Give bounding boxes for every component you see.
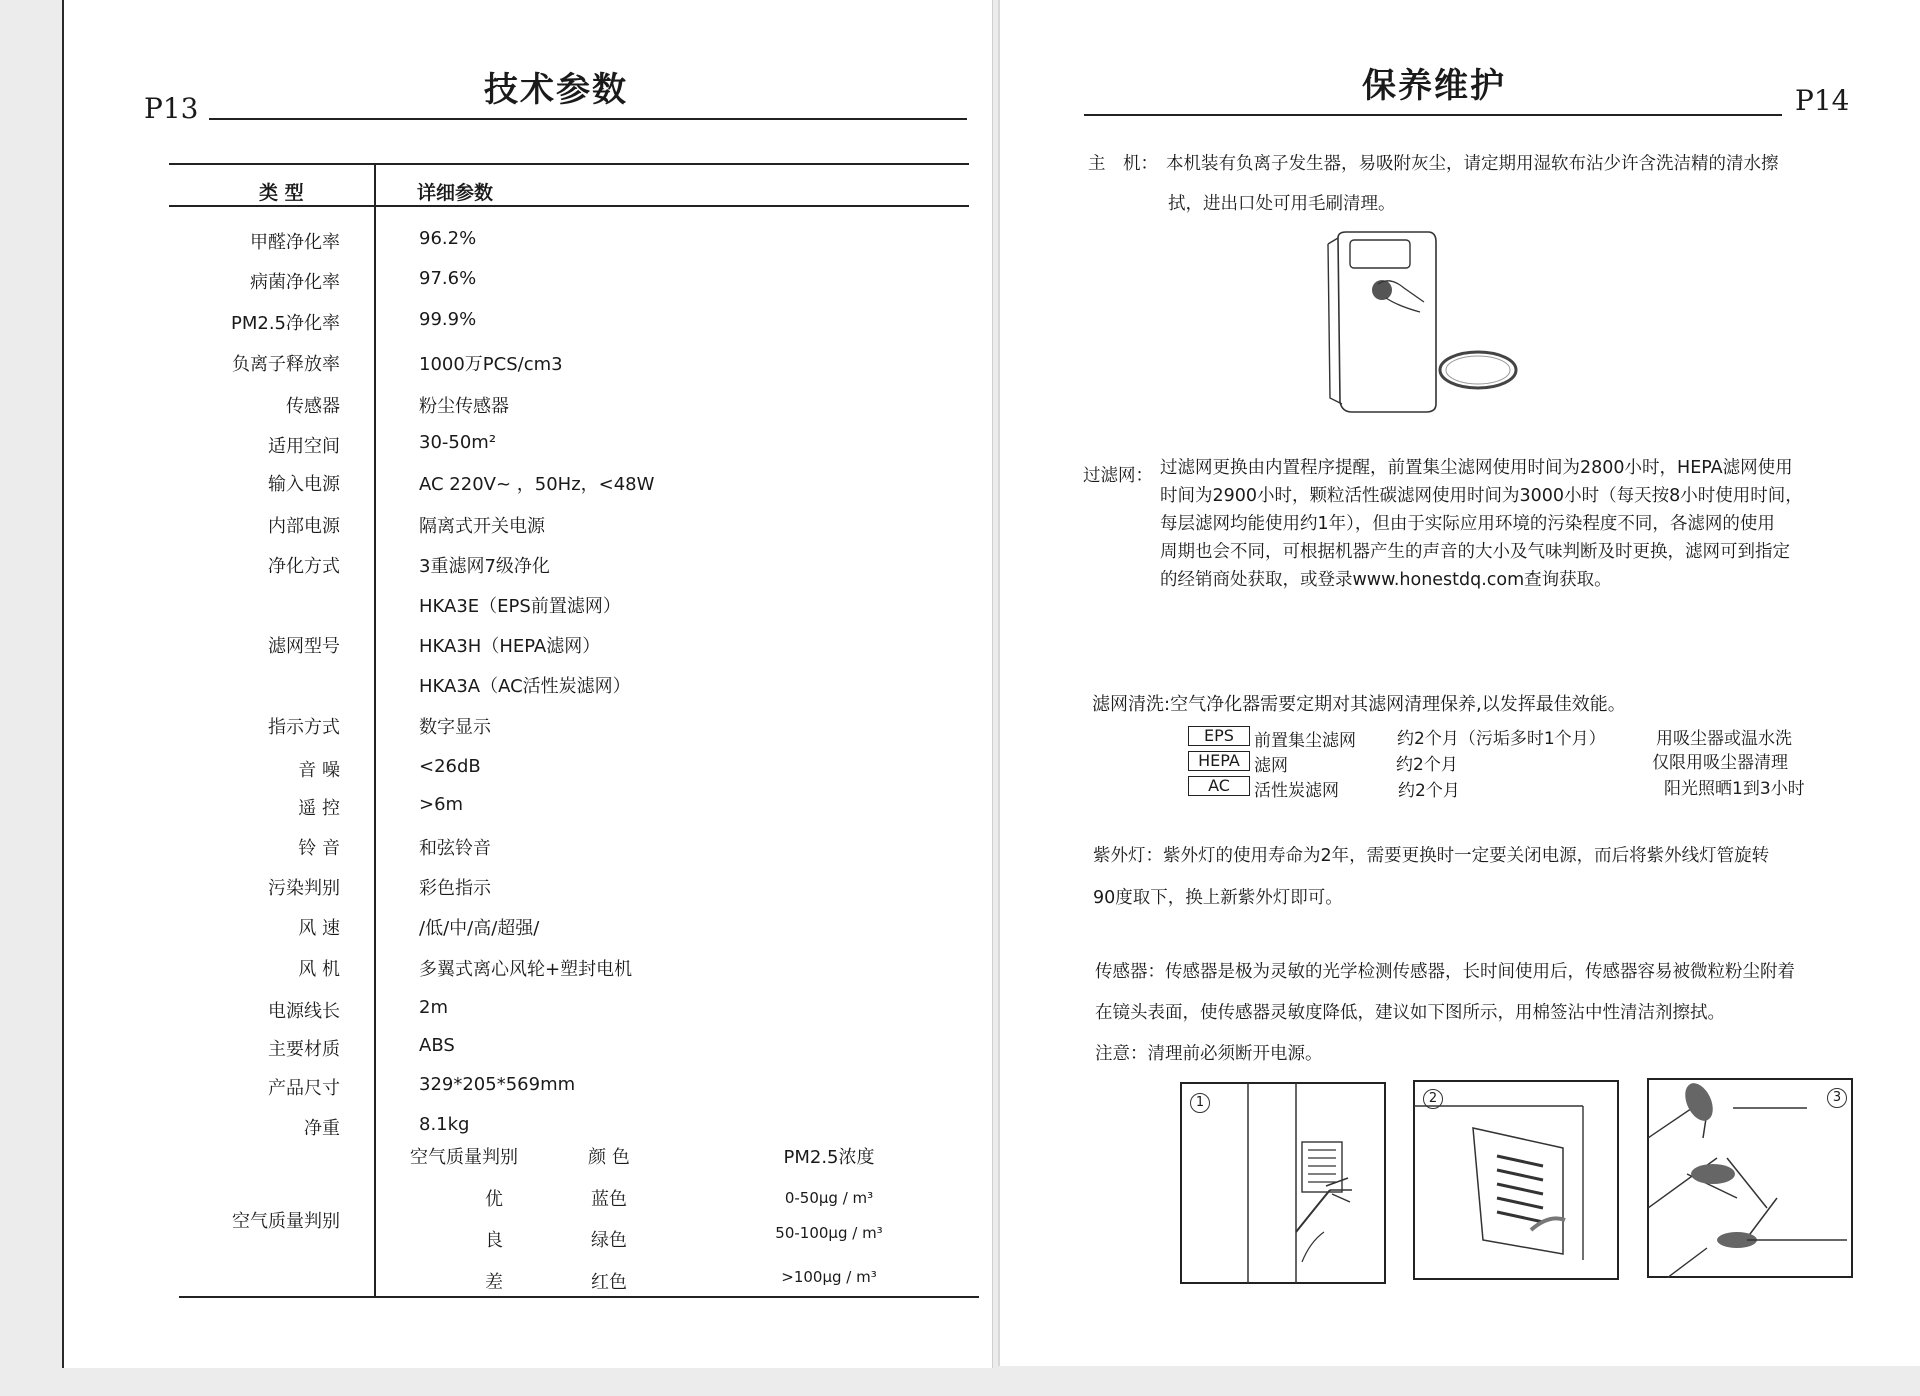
host-text-line: 拭，进出口处可用毛刷清理。 xyxy=(1168,194,1396,214)
spec-name: 净化方式 xyxy=(268,556,340,577)
spec-value: HKA3A（AC活性炭滤网） xyxy=(419,676,631,697)
sensor-step-1-illustration xyxy=(1180,1082,1386,1284)
spec-name: 铃 音 xyxy=(298,838,340,859)
page-number: P13 xyxy=(144,92,199,125)
sensor-step-3-illustration xyxy=(1647,1078,1853,1278)
spec-name: 负离子释放率 xyxy=(232,354,340,375)
right-page xyxy=(998,0,1920,1366)
aq-range: >100μg / m³ xyxy=(781,1268,877,1286)
aq-level: 良 xyxy=(485,1230,503,1251)
sensor-text-line: 在镜头表面，使传感器灵敏度降低，建议如下图所示，用棉签沾中性清洁剂擦拭。 xyxy=(1095,1003,1725,1023)
table-column-divider xyxy=(374,163,376,1298)
cleaning-row xyxy=(1188,776,1250,796)
aq-color: 绿色 xyxy=(591,1230,627,1251)
spec-value: >6m xyxy=(419,794,464,815)
spec-name: 传感器 xyxy=(286,396,340,417)
spec-value: 多翼式离心风轮+塑封电机 xyxy=(419,959,633,980)
aq-level: 差 xyxy=(485,1272,503,1293)
aq-level: 优 xyxy=(485,1189,503,1210)
column-header-detail: 详细参数 xyxy=(417,182,494,204)
title-rule xyxy=(1084,114,1782,116)
step-number: 3 xyxy=(1827,1088,1847,1108)
filter-name: 活性炭滤网 xyxy=(1254,781,1339,801)
spec-value: /低/中/高/超强/ xyxy=(419,918,540,939)
spec-value: 8.1kg xyxy=(419,1114,470,1135)
spec-value: HKA3E（EPS前置滤网） xyxy=(419,596,621,617)
spec-name: 遥 控 xyxy=(298,798,340,819)
column-header-type: 类 型 xyxy=(259,182,304,204)
spec-value: 30-50m² xyxy=(419,432,497,453)
filter-text-line: 的经销商处获取，或登录www.honestdq.com查询获取。 xyxy=(1160,570,1612,590)
filter-period: 约2个月（污垢多时1个月） xyxy=(1397,729,1606,749)
filter-text-line: 每层滤网均能使用约1年），但由于实际应用环境的污染程度不同，各滤网的使用 xyxy=(1160,514,1775,534)
aq-header-quality: 空气质量判别 xyxy=(410,1147,518,1168)
spec-name: 污染判别 xyxy=(268,878,340,899)
spec-value: 96.2% xyxy=(419,228,477,249)
host-text-line: 本机装有负离子发生器，易吸附灰尘，请定期用湿软布沾少许含洗洁精的清水擦 xyxy=(1166,154,1779,174)
spec-value: <26dB xyxy=(419,756,481,777)
table-top-rule xyxy=(169,163,969,165)
step-number: 2 xyxy=(1423,1089,1443,1109)
spec-name: 产品尺寸 xyxy=(268,1078,340,1099)
sensor-note: 注意：清理前必须断开电源。 xyxy=(1095,1044,1323,1064)
filter-name: 前置集尘滤网 xyxy=(1254,731,1356,751)
air-quality-label: 空气质量判别 xyxy=(232,1211,340,1232)
filter-paragraph xyxy=(1160,454,1803,594)
spec-value: 97.6% xyxy=(419,268,477,289)
filter-text-line: 过滤网更换由内置程序提醒，前置集尘滤网使用时间为2800小时，HEPA滤网使用 xyxy=(1160,458,1793,478)
title-rule xyxy=(209,118,967,120)
filter-period: 约2个月 xyxy=(1398,781,1460,801)
purifier-wipe-illustration xyxy=(1320,228,1520,428)
spec-name: 指示方式 xyxy=(268,717,340,738)
page-number: P14 xyxy=(1795,84,1850,117)
spec-value: 2m xyxy=(419,997,448,1018)
left-page xyxy=(62,0,993,1368)
spec-value: 粉尘传感器 xyxy=(419,396,509,417)
spec-value: 3重滤网7级净化 xyxy=(419,556,550,577)
spec-value: 329*205*569mm xyxy=(419,1074,576,1095)
uv-text-line: 90度取下，换上新紫外灯即可。 xyxy=(1093,888,1343,908)
sensor-step-2-illustration xyxy=(1413,1080,1619,1280)
filter-name: 滤网 xyxy=(1254,756,1288,776)
uv-text-line: 紫外灯：紫外灯的使用寿命为2年，需要更换时一定要关闭电源，而后将紫外线灯管旋转 xyxy=(1093,846,1770,866)
aq-range: 50-100μg / m³ xyxy=(775,1224,883,1242)
spec-name: 适用空间 xyxy=(268,436,340,457)
spec-value: ABS xyxy=(419,1035,455,1056)
filter-method: 仅限用吸尘器清理 xyxy=(1652,753,1788,773)
filter-period: 约2个月 xyxy=(1396,755,1458,775)
aq-header-color: 颜 色 xyxy=(588,1147,630,1168)
cleaning-row xyxy=(1188,751,1250,771)
aq-range: 0-50μg / m³ xyxy=(784,1189,874,1207)
filter-code: AC xyxy=(1188,776,1250,796)
spec-value: 和弦铃音 xyxy=(419,838,491,859)
filter-code: HEPA xyxy=(1188,751,1250,771)
aq-color: 红色 xyxy=(591,1272,627,1293)
spec-name: 净重 xyxy=(304,1118,340,1139)
aq-color: 蓝色 xyxy=(591,1189,627,1210)
filter-text-line: 周期也会不同，可根据机器产生的声音的大小及气味判断及时更换，滤网可到指定 xyxy=(1160,542,1790,562)
table-header-rule xyxy=(169,205,969,207)
page-title: 技术参数 xyxy=(484,70,628,110)
spec-value: 1000万PCS/cm3 xyxy=(419,354,563,375)
spec-name: 音 噪 xyxy=(298,760,340,781)
spec-value: 彩色指示 xyxy=(419,878,491,899)
filter-method: 阳光照晒1到3小时 xyxy=(1664,779,1805,799)
spec-name: 风 速 xyxy=(298,918,340,939)
filter-code: EPS xyxy=(1188,726,1250,746)
filter-label: 过滤网： xyxy=(1083,466,1153,486)
page-title: 保养维护 xyxy=(1362,66,1506,106)
spec-name: 甲醛净化率 xyxy=(250,232,340,253)
spec-value: 隔离式开关电源 xyxy=(419,516,545,537)
table-bottom-rule xyxy=(179,1296,979,1298)
spec-name: PM2.5净化率 xyxy=(230,313,340,334)
cleaning-row xyxy=(1188,726,1250,746)
sensor-text-line: 传感器：传感器是极为灵敏的光学检测传感器，长时间使用后，传感器容易被微粒粉尘附着 xyxy=(1095,962,1795,982)
spec-name: 病菌净化率 xyxy=(250,272,340,293)
filter-method: 用吸尘器或温水洗 xyxy=(1656,729,1792,749)
filter-text-line: 时间为2900小时，颗粒活性碳滤网使用时间为3000小时（每天按8小时使用时间， xyxy=(1160,486,1803,506)
spec-value: HKA3H（HEPA滤网） xyxy=(419,636,601,657)
spec-value: AC 220V~ ，50Hz，<48W xyxy=(419,474,655,495)
spec-name: 电源线长 xyxy=(268,1001,340,1022)
spec-name: 滤网型号 xyxy=(268,636,340,657)
step-number: 1 xyxy=(1190,1093,1210,1113)
spec-value: 99.9% xyxy=(419,309,477,330)
spec-name: 主要材质 xyxy=(268,1039,340,1060)
cleaning-intro: 滤网清洗:空气净化器需要定期对其滤网清理保养,以发挥最佳效能。 xyxy=(1092,694,1626,715)
aq-header-pm25: PM2.5浓度 xyxy=(783,1147,875,1168)
spec-name: 内部电源 xyxy=(268,516,340,537)
spec-name: 风 机 xyxy=(298,959,340,980)
spec-name: 输入电源 xyxy=(268,474,340,495)
spec-value: 数字显示 xyxy=(419,717,491,738)
host-label: 主 机： xyxy=(1088,154,1158,174)
